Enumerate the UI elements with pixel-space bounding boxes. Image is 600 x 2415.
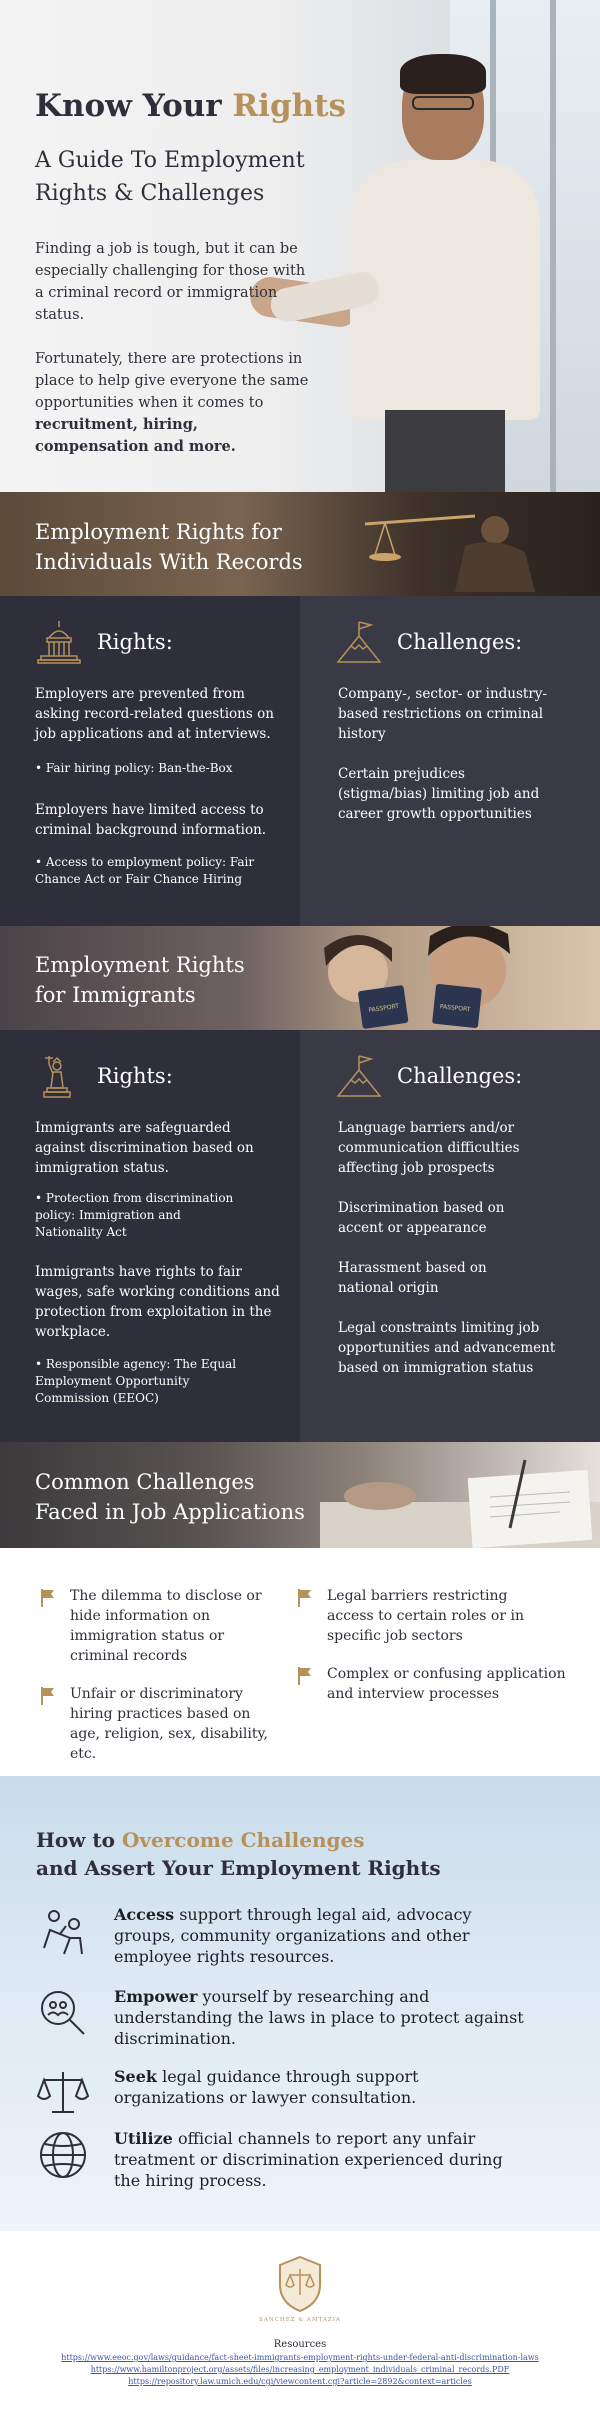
step-utilize: [36, 2128, 524, 2191]
passport-label: PASSPORT: [368, 1002, 400, 1015]
records-challenge-2: Certain prejudices (stigma/bias) limiting job and career growth opportunities: [338, 766, 540, 822]
common-challenges-banner: [0, 1442, 600, 1548]
immigrants-challenge-3: Harassment based on national origin: [338, 1260, 487, 1296]
flag-icon: [40, 1686, 56, 1706]
how-to-overcome-section: [0, 1776, 600, 2231]
immigrants-rights-heading: Rights:: [35, 1052, 173, 1100]
step-utilize-text: Utilize official channels to report any unfair treatment or discrimination experienced during the hiring process.: [114, 2129, 503, 2190]
records-banner: [0, 492, 600, 596]
immigrants-challenges-heading: Challenges:: [335, 1052, 522, 1100]
hero-text: [35, 88, 346, 458]
immigrants-banner-title: Employment Rights for Immigrants: [35, 953, 245, 1007]
firm-name: SANCHEZ & AMTAZIA: [259, 2317, 341, 2323]
hero-section: [0, 0, 600, 492]
common-challenges-title: Common Challenges Faced in Job Applications: [35, 1470, 305, 1524]
footer: [0, 2231, 600, 2415]
resource-link[interactable]: https://www.eeoc.gov/laws/guidance/fact-sheet-immigrants-employment-rights-under-federal-anti-discrimination-laws: [61, 2353, 539, 2362]
firm-shield-logo: [276, 2255, 324, 2313]
immigrants-right-policy-2: • Responsible agency: The Equal Employment Opportunity Commission (EEOC): [35, 1357, 237, 1405]
records-banner-title: Employment Rights for Individuals With Records: [35, 520, 303, 574]
immigrants-right-1: Immigrants are safeguarded against discrimination based on immigration status.: [35, 1120, 254, 1176]
flag-icon: [40, 1588, 56, 1608]
immigrants-challenge-4: Legal constraints limiting job opportunities and advancement based on immigration status: [338, 1320, 556, 1376]
records-challenges-heading: Challenges:: [335, 618, 522, 666]
immigrants-banner: [0, 926, 600, 1030]
mountain-flag-icon: [335, 618, 383, 666]
records-challenge-1: Company-, sector- or industry-based restrictions on criminal history: [338, 686, 547, 742]
immigrants-right-2: Immigrants have rights to fair wages, safe working conditions and protection from exploitation in the workplace.: [35, 1264, 280, 1340]
mountain-flag-icon: [335, 1052, 383, 1100]
globe-icon: [36, 2128, 90, 2182]
resources-title: Resources: [273, 2339, 327, 2350]
step-access: [36, 1904, 524, 1967]
records-right-1: Employers are prevented from asking record-related questions on job applications and at interviews.: [35, 686, 274, 742]
records-right-policy-2: • Access to employment policy: Fair Chance Act or Fair Chance Hiring: [35, 855, 255, 886]
how-to-title: How to Overcome Challenges and Assert Your Employment Rights: [36, 1828, 441, 1880]
records-right-2: Employers have limited access to criminal background information.: [35, 802, 267, 838]
scales-of-justice-icon: [36, 2066, 90, 2120]
list-item: Legal barriers restricting access to certain roles or in specific job sectors: [297, 1586, 527, 1646]
family-passports-illustration: [318, 926, 600, 1030]
immigrants-challenge-2: Discrimination based on accent or appearance: [338, 1200, 505, 1236]
flag-icon: [297, 1666, 313, 1686]
step-access-text: Access support through legal aid, advocacy groups, community organizations and other employee rights resources.: [114, 1905, 472, 1966]
step-empower: [36, 1986, 524, 2049]
intro-paragraph: Finding a job is tough, but it can be especially challenging for those with a criminal record or immigration status.: [35, 241, 306, 323]
list-item: Complex or confusing application and interview processes: [297, 1664, 567, 1704]
desk-writing-illustration: [320, 1442, 600, 1548]
immigrants-right-policy-1: • Protection from discrimination policy: Immigration and Nationality Act: [35, 1191, 234, 1239]
step-seek: [36, 2066, 524, 2120]
records-rights-challenges: [0, 596, 600, 926]
flag-icon: [297, 1588, 313, 1608]
immigrants-rights-challenges: [0, 1030, 600, 1442]
step-seek-text: Seek legal guidance through support organizations or lawyer consultation.: [114, 2067, 419, 2107]
records-right-policy-1: • Fair hiring policy: Ban-the-Box: [35, 761, 233, 775]
protections-paragraph: Fortunately, there are protections in place to help give everyone the same opportunities when it comes to recruitment, hiring, compensation and more.: [35, 351, 309, 455]
helping-hand-icon: [36, 1904, 90, 1958]
page-title: Know Your Rights: [35, 88, 346, 124]
resource-link[interactable]: https://www.hamiltonproject.org/assets/files/increasing_employment_individuals_criminal_records.PDF: [90, 2365, 510, 2374]
page-subtitle: A Guide To Employment Rights & Challenges: [35, 148, 305, 206]
immigrants-challenge-1: Language barriers and/or communication difficulties affecting job prospects: [338, 1120, 520, 1176]
records-rights-heading: Rights:: [35, 618, 173, 666]
passport-label: PASSPORT: [439, 1003, 471, 1014]
resource-link[interactable]: https://repository.law.umich.edu/cgi/viewcontent.cgi?article=2892&context=articles: [128, 2377, 472, 2386]
capitol-building-icon: [35, 618, 83, 666]
people-search-icon: [36, 1986, 90, 2040]
lady-justice-icon: [345, 500, 575, 592]
list-item: The dilemma to disclose or hide information on immigration status or criminal records: [40, 1586, 272, 1666]
smiling-man-illustration: [330, 40, 560, 492]
list-item: Unfair or discriminatory hiring practices based on age, religion, sex, disability, etc.: [40, 1684, 272, 1764]
common-challenges-list: [0, 1548, 600, 1776]
step-empower-text: Empower yourself by researching and understanding the laws in place to protect against discrimination.: [114, 1987, 524, 2048]
statue-of-liberty-icon: [35, 1052, 83, 1100]
